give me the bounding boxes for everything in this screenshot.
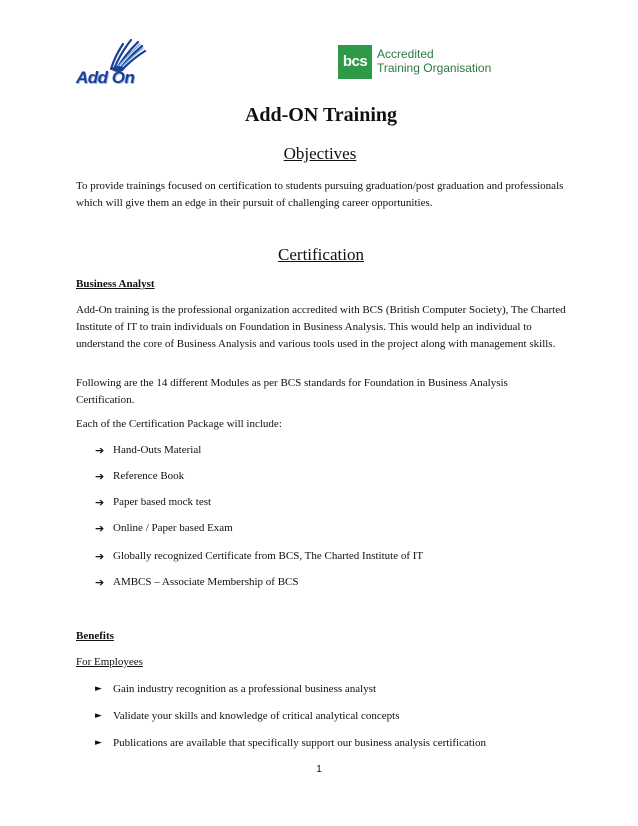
package-item: ➔ Reference Book — [95, 470, 185, 483]
package-item: ➔ Online / Paper based Exam — [95, 522, 233, 535]
benefits-heading: Benefits — [76, 630, 114, 642]
benefit-item: ► Publications are available that specifically support our business analysis certification — [95, 735, 565, 752]
package-item: ➔ Globally recognized Certificate from BCS, The Charted Institute of IT — [95, 550, 424, 563]
addon-wordmark: Add On — [76, 68, 135, 87]
bcs-mark: bcs — [338, 45, 372, 79]
certification-para-1: Add-On training is the professional organization accredited with BCS (British Computer Society), The Charted Institute of IT to train individuals on Foundation in Business Analysis. This would help an individual to understand the core of Business Analysis and various tools used in the project along with management skills. — [76, 304, 566, 350]
triangle-bullet-icon: ► — [95, 738, 102, 748]
package-item: ➔ Paper based mock test — [95, 496, 212, 509]
bcs-accredited-logo — [338, 45, 492, 79]
addon-logo — [76, 38, 154, 90]
business-analyst-heading-row — [76, 276, 566, 293]
triangle-bullet-icon: ► — [95, 711, 102, 721]
certification-para-2: Following are the 14 different Modules as per BCS standards for Foundation in Business Analysis Certification. — [76, 377, 508, 406]
bird-wing-icon — [76, 38, 154, 72]
arrow-right-icon: ➔ — [95, 550, 105, 563]
arrow-right-icon: ➔ — [95, 496, 105, 509]
arrow-right-icon: ➔ — [95, 444, 105, 457]
for-employees-heading: For Employees — [76, 656, 143, 668]
package-item: ➔ Hand-Outs Material — [95, 444, 202, 457]
certification-heading: Certification — [278, 245, 364, 264]
benefit-item: ► Validate your skills and knowledge of critical analytical concepts — [95, 708, 565, 725]
document-title: Add-ON Training — [244, 104, 398, 126]
triangle-bullet-icon: ► — [95, 684, 102, 694]
package-item: ➔ AMBCS – Associate Membership of BCS — [95, 576, 299, 589]
benefits-heading-row — [76, 628, 566, 645]
bcs-logo-text — [377, 47, 491, 75]
certification-para-3: Each of the Certification Package will include: — [76, 418, 282, 430]
objectives-heading: Objectives — [283, 144, 357, 163]
bcs-line-2: Training Organisation — [377, 61, 492, 75]
for-employees-heading-row — [76, 654, 566, 671]
business-analyst-heading: Business Analyst — [76, 278, 155, 290]
bcs-line-1: Accredited — [377, 47, 434, 61]
objectives-text: To provide trainings focused on certification to students pursuing graduation/post graduation and professionals which will give them an edge in their pursuit of challenging career opportunities. — [76, 180, 564, 209]
arrow-right-icon: ➔ — [95, 522, 105, 535]
page-number: 1 — [316, 764, 322, 775]
arrow-right-icon: ➔ — [95, 470, 105, 483]
benefit-item: ► Gain industry recognition as a professional business analyst — [95, 681, 565, 698]
arrow-right-icon: ➔ — [95, 576, 105, 589]
